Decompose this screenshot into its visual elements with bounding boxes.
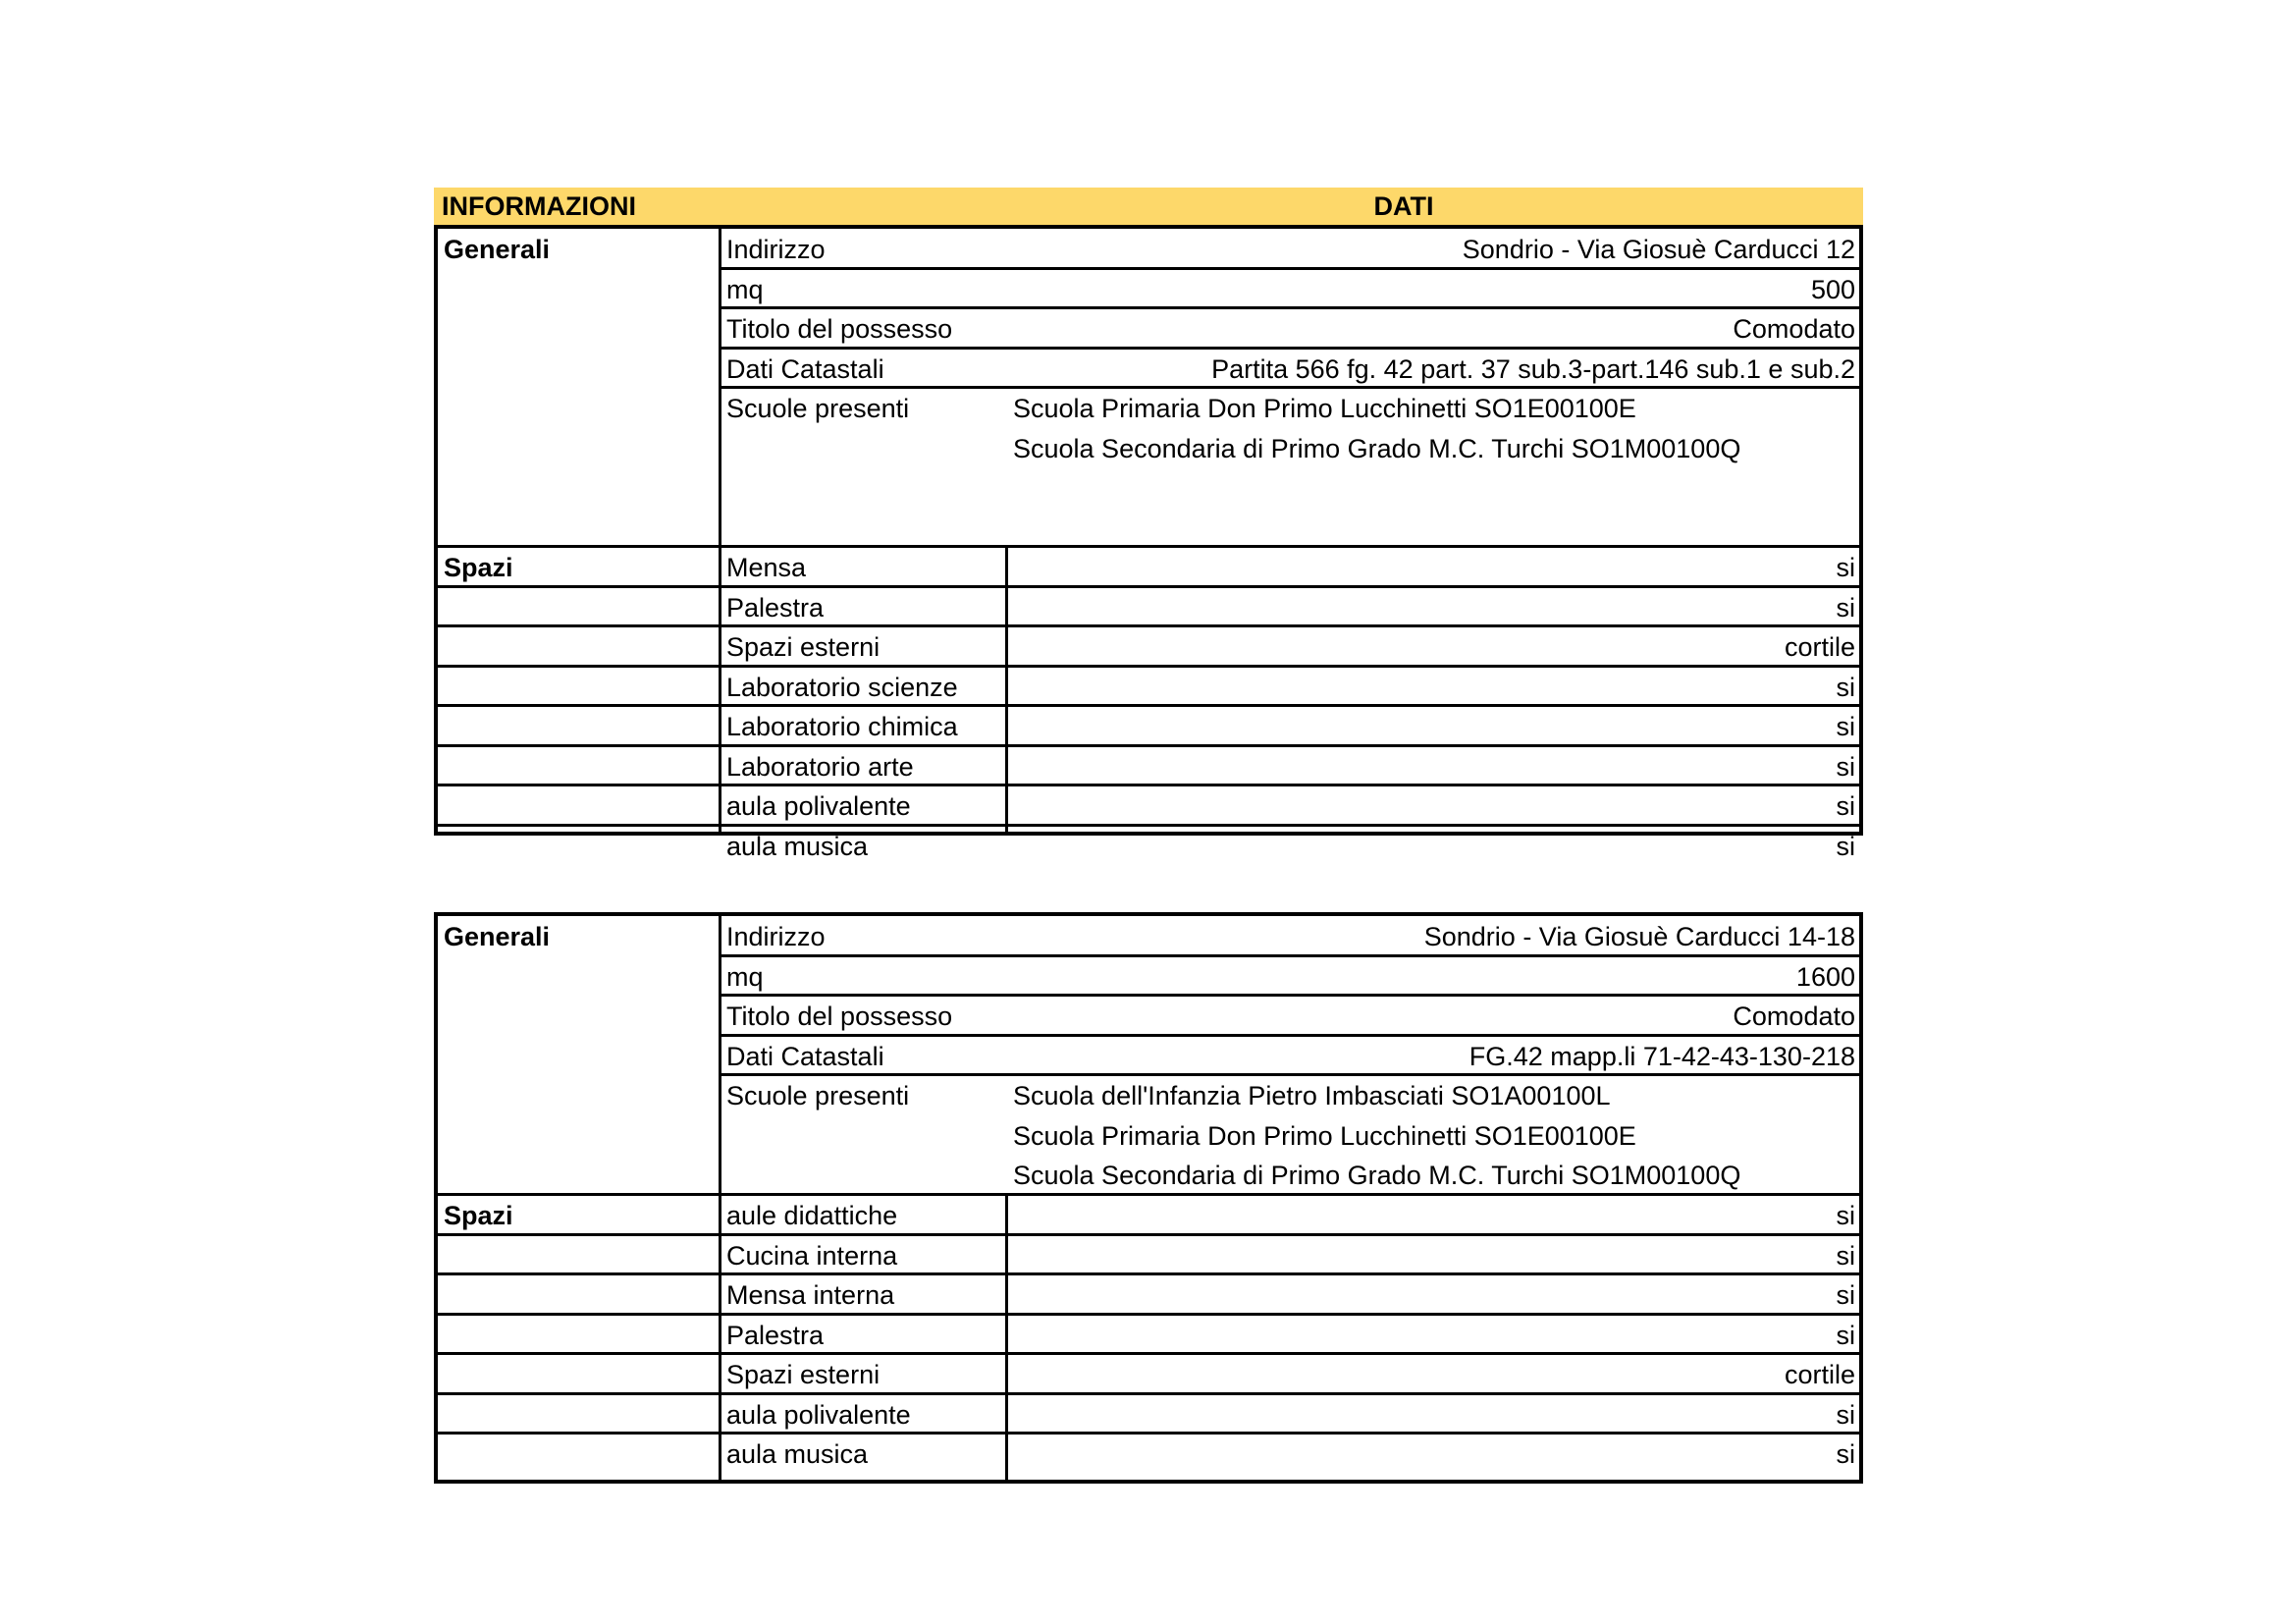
row-divider <box>438 1392 1859 1395</box>
row-divider <box>438 665 1859 668</box>
header-dati: DATI <box>1373 191 1434 221</box>
space-value: cortile <box>1784 632 1855 662</box>
field-value: Comodato <box>1733 314 1855 344</box>
row-divider <box>438 744 1859 747</box>
space-label: aula polivalente <box>726 791 911 821</box>
field-label: Dati Catastali <box>726 353 884 384</box>
column-divider <box>1005 547 1008 832</box>
section-label-generali: Generali <box>444 235 551 264</box>
school-item: Scuola Secondaria di Primo Grado M.C. Turchi SO1M00100Q <box>1013 433 1741 463</box>
space-value: si <box>1836 1280 1855 1310</box>
space-value: si <box>1836 751 1855 782</box>
space-value: si <box>1836 831 1855 861</box>
column-divider <box>719 229 721 832</box>
school-item: Scuola Primaria Don Primo Lucchinetti SO1E00100E <box>1013 1120 1636 1151</box>
space-value: si <box>1836 791 1855 821</box>
row-divider <box>438 1352 1859 1355</box>
row-divider <box>721 347 1859 350</box>
row-divider <box>438 1233 1859 1236</box>
school-item: Scuola dell'Infanzia Pietro Imbasciati SO1A00100L <box>1013 1081 1611 1110</box>
field-value: 1600 <box>1795 961 1855 992</box>
space-label: Spazi esterni <box>726 1360 881 1389</box>
space-value: si <box>1836 1320 1855 1350</box>
field-value: Comodato <box>1733 1001 1855 1031</box>
space-value: si <box>1836 592 1855 623</box>
row-divider <box>438 784 1859 786</box>
space-label: Spazi esterni <box>726 632 881 662</box>
row-divider <box>438 585 1859 588</box>
field-value: 500 <box>1810 274 1855 304</box>
school-item: Scuola Primaria Don Primo Lucchinetti SO1E00100E <box>1013 394 1636 423</box>
space-value: si <box>1836 553 1855 582</box>
space-value: si <box>1836 1399 1855 1430</box>
field-label-scuole: Scuole presenti <box>726 1081 910 1110</box>
space-label: aula musica <box>726 1439 869 1469</box>
field-label: mq <box>726 961 764 992</box>
space-label: Palestra <box>726 1320 825 1350</box>
section-label-spazi: Spazi <box>444 553 513 582</box>
space-value: si <box>1836 712 1855 741</box>
field-value: Partita 566 fg. 42 part. 37 sub.3-part.146 sub.1 e sub.2 <box>1211 353 1855 384</box>
space-value: si <box>1836 672 1855 702</box>
space-label: Palestra <box>726 592 825 623</box>
row-divider <box>438 1272 1859 1275</box>
row-divider <box>721 954 1859 957</box>
space-value: si <box>1836 1201 1855 1230</box>
row-divider <box>721 994 1859 997</box>
building-table-2 <box>434 912 1863 1484</box>
space-label: Cucina interna <box>726 1240 898 1271</box>
space-value: si <box>1836 1240 1855 1271</box>
field-label: Titolo del possesso <box>726 1001 953 1031</box>
row-divider <box>721 386 1859 389</box>
field-label: Indirizzo <box>726 922 826 951</box>
space-label: aula musica <box>726 831 869 861</box>
section-label-spazi: Spazi <box>444 1201 513 1230</box>
field-value: FG.42 mapp.li 71-42-43-130-218 <box>1468 1041 1855 1071</box>
field-label: mq <box>726 274 764 304</box>
column-divider <box>1005 1195 1008 1480</box>
section-divider <box>438 545 1859 548</box>
row-divider <box>438 704 1859 707</box>
section-divider <box>438 1193 1859 1196</box>
field-value: Sondrio - Via Giosuè Carducci 14-18 <box>1423 922 1855 951</box>
space-label: Laboratorio scienze <box>726 672 958 702</box>
space-value: cortile <box>1784 1360 1855 1389</box>
building-table-1 <box>434 225 1863 861</box>
row-divider <box>721 1073 1859 1076</box>
header-informazioni: INFORMAZIONI <box>442 191 636 221</box>
table-header <box>434 188 1863 225</box>
space-label: aula polivalente <box>726 1399 911 1430</box>
field-label: Titolo del possesso <box>726 314 953 344</box>
row-divider <box>438 624 1859 627</box>
space-label: aule didattiche <box>726 1201 898 1230</box>
field-label: Dati Catastali <box>726 1041 884 1071</box>
section-label-generali: Generali <box>444 922 551 951</box>
column-divider <box>719 916 721 1480</box>
field-label-scuole: Scuole presenti <box>726 394 910 423</box>
field-value: Sondrio - Via Giosuè Carducci 12 <box>1462 235 1855 264</box>
row-divider <box>438 824 1859 827</box>
row-divider <box>721 306 1859 309</box>
space-label: Laboratorio arte <box>726 751 914 782</box>
row-divider <box>721 1034 1859 1037</box>
school-item: Scuola Secondaria di Primo Grado M.C. Turchi SO1M00100Q <box>1013 1161 1741 1190</box>
space-label: Mensa interna <box>726 1280 895 1310</box>
space-label: Laboratorio chimica <box>726 712 958 741</box>
space-value: si <box>1836 1439 1855 1469</box>
row-divider <box>438 1432 1859 1435</box>
row-divider <box>438 1313 1859 1316</box>
field-label: Indirizzo <box>726 235 826 264</box>
space-label: Mensa <box>726 553 807 582</box>
row-divider <box>721 267 1859 270</box>
